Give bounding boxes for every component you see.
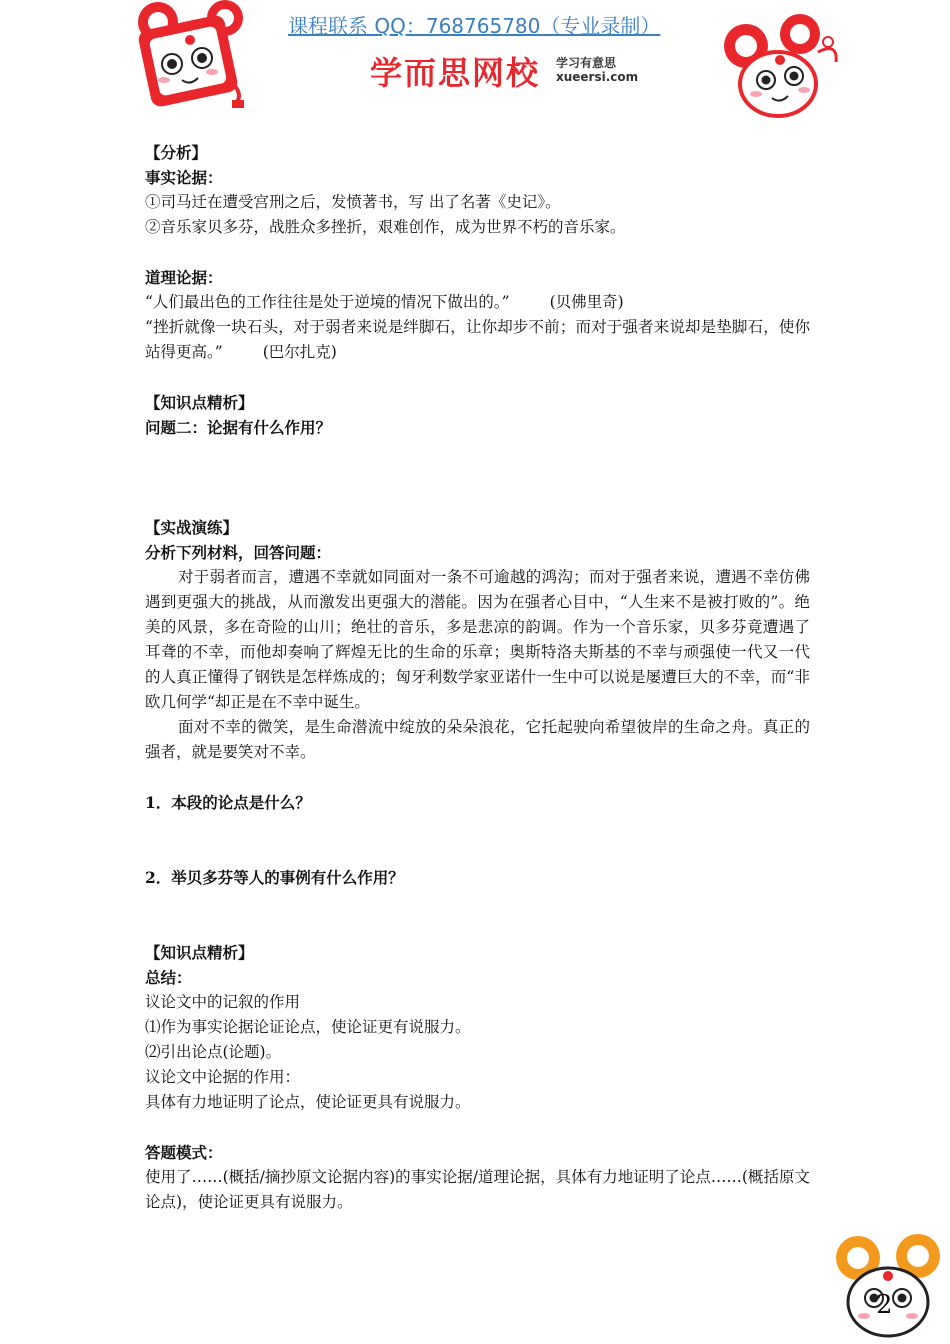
quote-2 xyxy=(145,315,810,365)
mascot-left-icon xyxy=(130,0,260,110)
quote-1-source: (贝佛里奇) xyxy=(549,293,624,311)
summary-line-4: 议论文中论据的作用： xyxy=(145,1068,301,1086)
answer-pattern-label: 答题模式： xyxy=(145,1143,223,1162)
document-body xyxy=(145,140,810,1215)
quote-1-text: “人们最出色的工作往往是处于逆境的情况下做出的。” xyxy=(145,293,510,311)
brand-logo-text: 学而思网校 xyxy=(370,54,541,92)
brand-slogan-text: 学习有意思 xyxy=(556,56,617,70)
mascot-bottom-icon xyxy=(830,1228,948,1342)
analysis-heading: 【分析】 xyxy=(145,143,208,162)
mascot-right-icon xyxy=(718,12,848,122)
brand-url: xueersi.com xyxy=(556,70,639,84)
knowledge-heading-2: 【知识点精析】 xyxy=(145,943,254,962)
practice-paragraph-2: 面对不幸的微笑，是生命潜流中绽放的朵朵浪花，它托起驶向希望彼岸的生命之舟。真正的强者，就是要笑对不幸。 xyxy=(145,718,810,761)
summary-line-1: 议论文中的记叙的作用 xyxy=(145,993,301,1011)
practice-heading: 【实战演练】 xyxy=(145,518,239,537)
question-two: 问题二：论据有什么作用？ xyxy=(145,418,332,437)
summary-line-3: ⑵引出论点(论题)。 xyxy=(145,1043,282,1061)
brand-slogan xyxy=(556,56,638,84)
summary-line-5: 具体有力地证明了论点，使论证更具有说服力。 xyxy=(145,1093,471,1111)
quote-1 xyxy=(145,290,810,315)
practice-question-1: 1．本段的论点是什么？ xyxy=(145,793,311,812)
reason-evidence-label: 道理论据： xyxy=(145,268,223,287)
page-header xyxy=(0,0,950,120)
quote-2-source: (巴尔扎克) xyxy=(262,343,337,361)
fact-item-1: ①司马迁在遭受宫刑之后，发愤著书，写 出了名著《史记》。 xyxy=(145,193,561,211)
fact-item-2: ②音乐家贝多芬，战胜众多挫折，艰难创作，成为世界不朽的音乐家。 xyxy=(145,218,626,236)
answer-pattern-text: 使用了……(概括/摘抄原文论据内容)的事实论据/道理论据，具体有力地证明了论点……(概括原文论点)，使论证更具有说服力。 xyxy=(145,1168,810,1211)
quote-2-text: “挫折就像一块石头，对于弱者来说是绊脚石，让你却步不前；而对于强者来说却是垫脚石，使你站得更高。” xyxy=(145,318,810,361)
fact-evidence-label: 事实论据： xyxy=(145,168,223,187)
practice-paragraph-1: 对于弱者而言，遭遇不幸就如同面对一条不可逾越的鸿沟；而对于强者来说，遭遇不幸仿佛遇到更强大的挑战，从而激发出更强大的潜能。因为在强者心目中，“人生来不是被打败的”。绝美的风景，多在奇险的山川；绝壮的音乐，多是悲凉的韵调。作为一个音乐家，贝多芬竟遭遇了耳聋的不幸，而他却奏响了辉煌无比的生命的乐章；奥斯特洛夫斯基的不幸与顽强使一代又一代的人真正懂得了钢铁是怎样炼成的；匈牙利数学家亚诺什一生中可以说是屡遭巨大的不幸，而“非欧几何学“却正是在不幸中诞生。 xyxy=(145,568,810,711)
practice-question-2: 2．举贝多芬等人的事例有什么作用？ xyxy=(145,868,404,887)
knowledge-heading-1: 【知识点精析】 xyxy=(145,393,254,412)
contact-qq-link[interactable]: 课程联系 QQ：768765780（专业录制） xyxy=(288,14,661,38)
summary-label: 总结： xyxy=(145,968,192,987)
practice-instruction: 分析下列材料，回答问题： xyxy=(145,543,332,562)
page-number: 2 xyxy=(876,1290,893,1320)
summary-line-2: ⑴作为事实论据论证论点，使论证更有说服力。 xyxy=(145,1018,471,1036)
